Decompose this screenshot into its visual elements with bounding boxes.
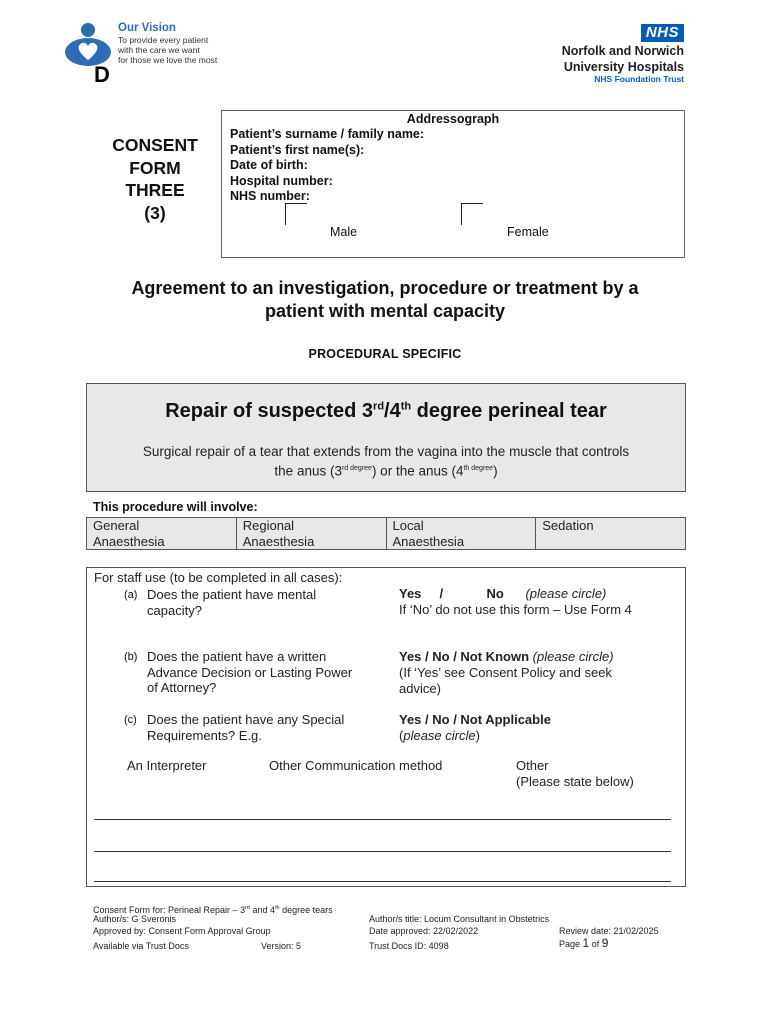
procedure-description: Surgical repair of a tear that extends from the vagina into the muscle that controls the anus $(3^{rd degree})$ or the anus $(4^{th degree})$ (142, 444, 630, 478)
first-name-field[interactable]: Patient’s first name(s): (230, 142, 365, 157)
anaesthesia-options (86, 517, 686, 550)
female-label: Female (507, 225, 549, 239)
footer-date-approved: Date approved: 22/02/2022 (369, 926, 479, 936)
footer-authors: Author/s: G Sveronis (93, 914, 177, 924)
consent-label-line: (3) (144, 202, 166, 223)
option-sedation[interactable]: Sedation (542, 518, 594, 533)
document-letter: D (94, 62, 110, 87)
question-letter: (b) (124, 651, 138, 663)
vision-line: To provide every patient (118, 35, 209, 45)
requirement-interpreter[interactable]: An Interpreter (127, 758, 207, 773)
consent-label-line: CONSENT (112, 135, 198, 155)
option-local-anaesthesia[interactable]: Local Anaesthesia (387, 518, 537, 549)
write-in-line[interactable] (94, 819, 671, 820)
question-letter: (a) (124, 589, 138, 601)
answer-a-note: If ‘No’ do not use this form – Use Form 4 (399, 602, 632, 617)
option-regional-anaesthesia[interactable]: Regional Anaesthesia (237, 518, 387, 549)
nhs-trust: NHS Foundation Trust (594, 74, 684, 84)
vision-title: Our Vision (118, 22, 176, 34)
nhs-org-line2: University Hospitals (563, 60, 684, 74)
answer-b-note: (If ‘Yes’ see Consent Policy and seek advice) (399, 665, 612, 696)
addressograph-box (221, 110, 685, 258)
consent-label-line: THREE (125, 180, 185, 200)
heading-line: patient with mental capacity (264, 301, 506, 321)
consent-form-label (96, 134, 214, 224)
page-number: Page 1 of 9 (559, 936, 609, 950)
option-general-anaesthesia[interactable]: General Anaesthesia (87, 518, 237, 549)
hospital-number-field[interactable]: Hospital number: (230, 173, 333, 188)
question-letter: (c) (124, 714, 137, 726)
nhs-logo (484, 24, 684, 84)
answer-c[interactable]: Yes / No / Not Applicable (399, 712, 551, 727)
female-checkbox[interactable] (461, 203, 483, 225)
consent-label-line: FORM (129, 157, 181, 178)
question-c: Does the patient have any Special Requirements? E.g. (147, 712, 345, 743)
footer-author-title: Author/s title: Locum Consultant in Obstetrics (369, 914, 550, 924)
nhs-badge: NHS (641, 24, 684, 42)
answer-c-circle: (please circle) (399, 728, 480, 743)
footer-available: Available via Trust Docs (93, 941, 189, 951)
question-a: Does the patient have mental capacity? (147, 587, 317, 618)
procedural-specific-label: PROCEDURAL SPECIFIC (308, 347, 462, 361)
question-b: Does the patient have a written Advance Decision or Lasting Power of Attorney? (147, 649, 353, 695)
our-vision-logo (64, 22, 224, 87)
requirement-other[interactable]: Other (Please state below) (516, 758, 634, 789)
write-in-line[interactable] (94, 881, 671, 882)
requirement-communication[interactable]: Other Communication method (269, 758, 443, 773)
write-in-line[interactable] (94, 851, 671, 852)
involve-label: This procedure will involve: (93, 500, 258, 514)
male-label: Male (330, 225, 358, 239)
surname-field[interactable]: Patient’s surname / family name: (230, 127, 425, 141)
footer-trust-docs-id: Trust Docs ID: 4098 (369, 941, 449, 951)
answer-b[interactable]: Yes / No / Not Known (please circle) (399, 649, 614, 664)
footer-review-date: Review date: 21/02/2025 (559, 926, 659, 936)
dob-field[interactable]: Date of birth: (230, 158, 308, 172)
heading-line: Agreement to an investigation, procedure or treatment by a (131, 278, 639, 298)
nhs-number-field[interactable]: NHS number: (230, 189, 310, 203)
procedure-title: Repair of suspected 3rd/4th degree perineal tear (165, 400, 607, 422)
answer-a[interactable]: Yes / No (please circle) (399, 586, 607, 601)
footer-approved-by: Approved by: Consent Form Approval Group (93, 926, 271, 936)
staff-intro: For staff use (to be completed in all cases): (94, 570, 343, 585)
vision-line: for those we love the most (118, 55, 218, 65)
agreement-heading (60, 277, 710, 323)
footer-form-for: Consent Form for: Perineal Repair – 3rd and 4th degree tears (93, 905, 333, 915)
addressograph-title: Addressograph (406, 112, 500, 126)
footer-version: Version: 5 (261, 941, 302, 951)
procedure-box (86, 383, 686, 492)
male-checkbox[interactable] (285, 203, 307, 225)
nhs-org-line1: Norfolk and Norwich (561, 44, 684, 58)
vision-line: with the care we want (118, 45, 200, 55)
staff-use-box (86, 567, 686, 887)
